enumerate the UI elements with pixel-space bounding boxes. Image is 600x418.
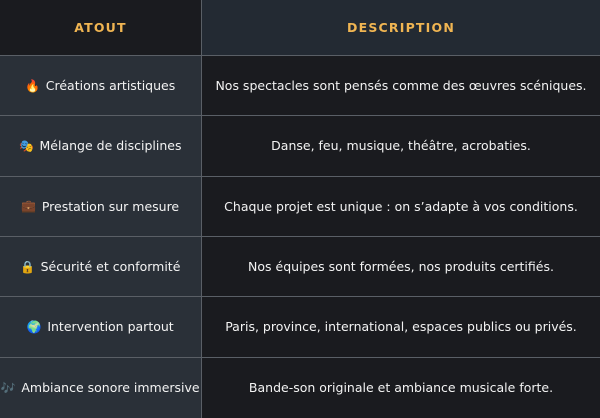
- table-row-description-4: [202, 297, 600, 357]
- table-row-atout-3: [0, 237, 202, 297]
- description-text: Chaque projet est unique : on s’adapte à vos conditions.: [224, 198, 578, 214]
- atout-label: Prestation sur mesure: [41, 198, 180, 214]
- header-atout-label: ATOUT: [74, 20, 127, 35]
- briefcase-icon: 💼: [21, 199, 37, 214]
- atout-label: Ambiance sonore immersive: [21, 380, 200, 396]
- table-row-description-0: [202, 56, 600, 116]
- music-notes-icon: 🎶: [0, 380, 16, 395]
- atout-label: Mélange de disciplines: [39, 138, 182, 154]
- description-text: Nos spectacles sont pensés comme des œuvres scéniques.: [215, 78, 587, 94]
- description-text: Bande-son originale et ambiance musicale forte.: [248, 380, 554, 396]
- description-text: Paris, province, international, espaces publics ou privés.: [225, 319, 577, 335]
- header-description-label: DESCRIPTION: [347, 20, 455, 35]
- atout-label: Sécurité et conformité: [40, 259, 181, 275]
- table-row-atout-1: [0, 116, 202, 176]
- flame-icon: 🔥: [25, 78, 41, 93]
- table-row-atout-4: [0, 297, 202, 357]
- table-row-atout-5: [0, 358, 202, 418]
- globe-icon: 🌍: [26, 319, 42, 334]
- header-description: [202, 0, 600, 56]
- table-row-atout-0: [0, 56, 202, 116]
- table-row-atout-2: [0, 177, 202, 237]
- description-text: Nos équipes sont formées, nos produits certifiés.: [248, 259, 554, 275]
- table-row-description-3: [202, 237, 600, 297]
- theater-masks-icon: 🎭: [19, 138, 34, 153]
- atout-label: Intervention partout: [47, 319, 174, 335]
- table-row-description-2: [202, 177, 600, 237]
- atout-label: Créations artistiques: [45, 78, 176, 94]
- lock-icon: 🔒: [20, 259, 36, 274]
- table-row-description-5: [202, 358, 600, 418]
- header-atout: [0, 0, 202, 56]
- description-text: Danse, feu, musique, théâtre, acrobaties.: [271, 138, 531, 154]
- table-row-description-1: [202, 116, 600, 176]
